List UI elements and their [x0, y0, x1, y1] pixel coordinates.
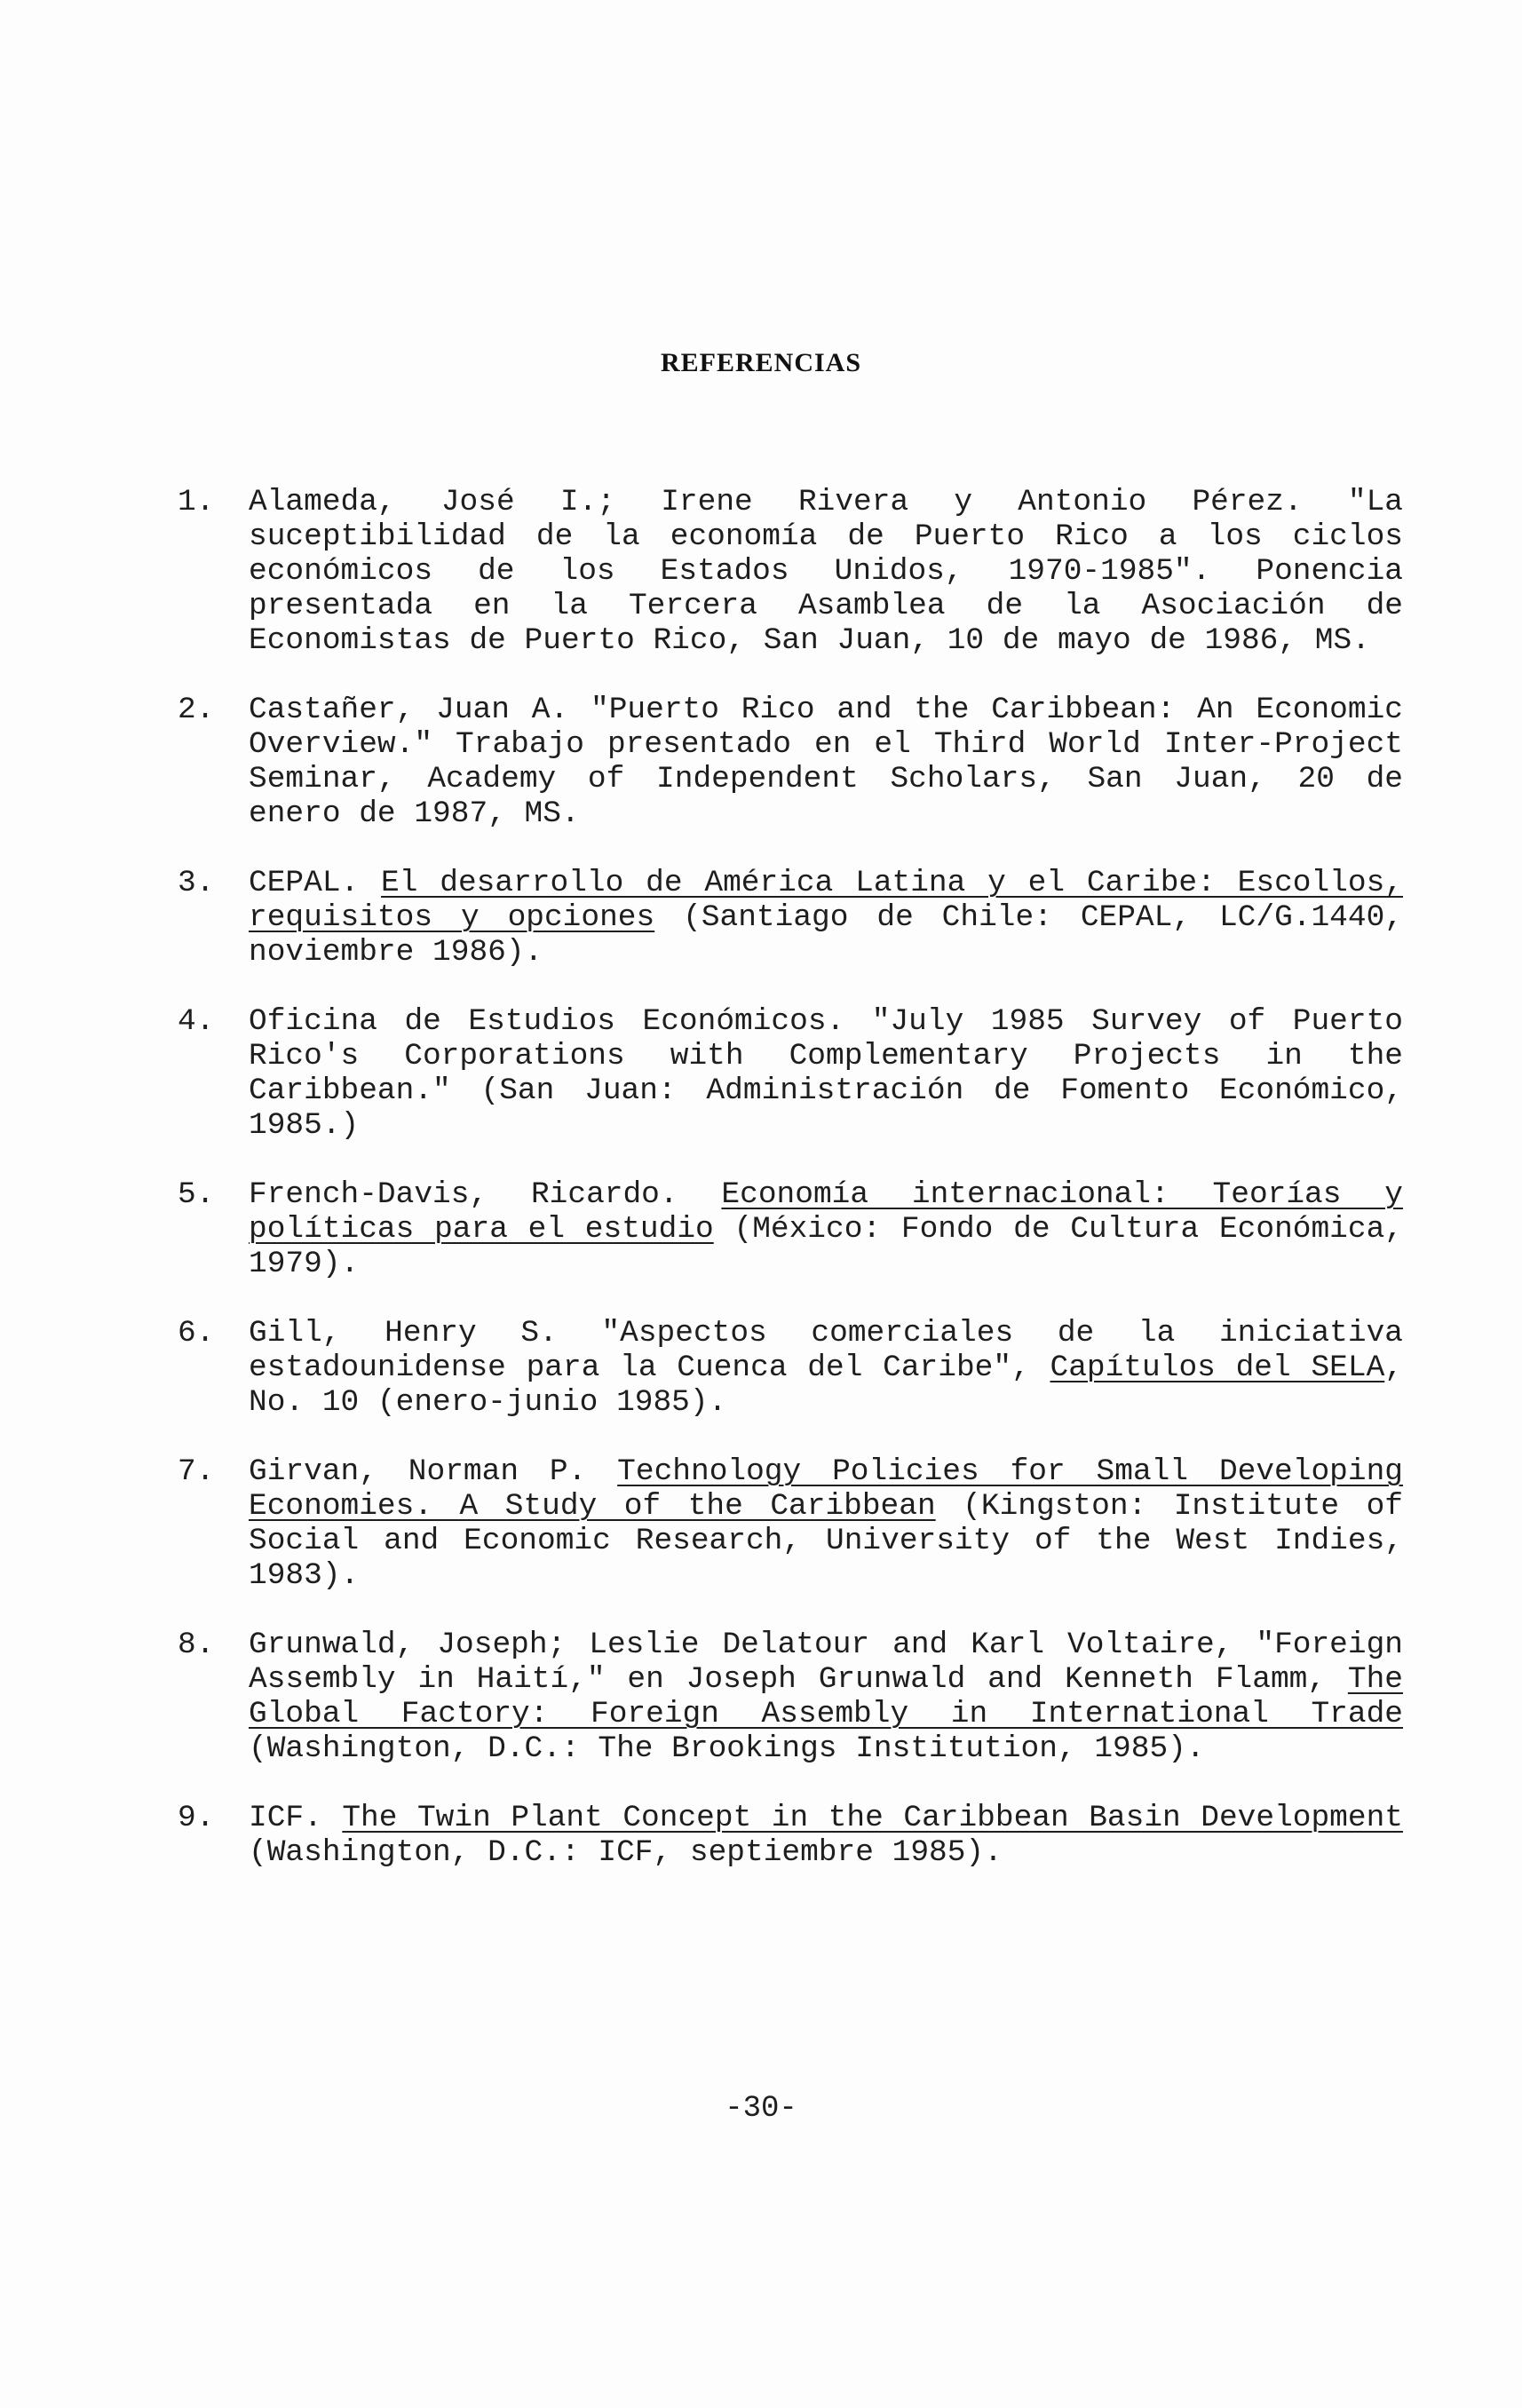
reference-segment: Oficina de Estudios Económicos. "July 1985 Survey of Puerto Rico's Corporations with Complementary Projects in the Caribbean." (San Juan: Administración de Fomento Económico, 1985.) [249, 1004, 1403, 1143]
reference-number: 3. [178, 866, 215, 900]
reference-item [178, 866, 1403, 970]
reference-segment: Girvan, Norman P. [249, 1454, 618, 1489]
reference-item [178, 1316, 1403, 1420]
reference-segment: Gill, Henry S. "Aspectos comerciales de la iniciativa estadounidense para la Cuenca del Caribe", [249, 1316, 1403, 1385]
reference-title: Technology Policies for Small Developing Economies. A Study of the Caribbean [249, 1454, 1403, 1524]
reference-title: El desarrollo de América Latina y el Caribe: Escollos, requisitos y opciones [249, 866, 1403, 935]
reference-number: 1. [178, 485, 215, 519]
reference-number: 9. [178, 1801, 215, 1835]
reference-item [178, 1801, 1403, 1870]
reference-number: 2. [178, 693, 215, 727]
reference-item [178, 693, 1403, 831]
reference-number: 4. [178, 1004, 215, 1039]
reference-text [249, 693, 1403, 831]
reference-text [249, 1628, 1403, 1766]
reference-number: 6. [178, 1316, 215, 1351]
reference-text [249, 1801, 1403, 1870]
reference-number: 7. [178, 1454, 215, 1489]
reference-title: The Twin Plant Concept in the Caribbean Basin Development [342, 1801, 1403, 1835]
reference-text [249, 1177, 1403, 1281]
reference-title: Capítulos del SELA [1050, 1351, 1385, 1385]
reference-item [178, 1628, 1403, 1766]
page-number: -30- [725, 2092, 797, 2126]
reference-number: 5. [178, 1177, 215, 1212]
reference-segment: , No. 10 (enero-junio 1985). [249, 1351, 1403, 1420]
reference-title: The Global Factory: Foreign Assembly in International Trade [249, 1662, 1403, 1731]
reference-item [178, 1177, 1403, 1281]
reference-text [249, 1004, 1403, 1143]
reference-list [178, 485, 1403, 1905]
reference-segment: Alameda, José I.; Irene Rivera y Antonio Pérez. "La suceptibilidad de la economía de Puerto Rico a los ciclos económicos de los Estados Unidos, 1970-1985". Ponencia presentada en la Tercera Asamblea de la Asociación de Economistas de Puerto Rico, San Juan, 10 de mayo de 1986, MS. [249, 485, 1403, 658]
page-heading: REFERENCIAS [660, 348, 862, 377]
reference-text [249, 1454, 1403, 1593]
reference-text [249, 1316, 1403, 1420]
reference-item [178, 1454, 1403, 1593]
reference-text [249, 485, 1403, 658]
reference-segment: ICF. [249, 1801, 343, 1835]
reference-item [178, 485, 1403, 658]
reference-segment: French-Davis, Ricardo. [249, 1177, 722, 1212]
reference-title: Economía internacional: Teorías y políticas para el estudio [249, 1177, 1403, 1247]
reference-item [178, 1004, 1403, 1143]
reference-segment: (Washington, D.C.: ICF, septiembre 1985). [249, 1835, 1003, 1870]
reference-segment: CEPAL. [249, 866, 382, 900]
reference-text [249, 866, 1403, 970]
reference-number: 8. [178, 1628, 215, 1662]
reference-segment: (Santiago de Chile: CEPAL, LC/G.1440, noviembre 1986). [249, 900, 1403, 970]
reference-segment: (México: Fondo de Cultura Económica, 1979). [249, 1212, 1403, 1281]
reference-segment: (Washington, D.C.: The Brookings Institution, 1985). [249, 1731, 1205, 1766]
reference-segment: Castañer, Juan A. "Puerto Rico and the Caribbean: An Economic Overview." Trabajo presentado en el Third World Inter-Project Seminar, Academy of Independent Scholars, San Juan, 20 de enero de 1987, MS. [249, 693, 1403, 831]
reference-segment: (Kingston: Institute of Social and Economic Research, University of the West Indies, 1983). [249, 1489, 1403, 1593]
reference-segment: Grunwald, Joseph; Leslie Delatour and Karl Voltaire, "Foreign Assembly in Haití," en Joseph Grunwald and Kenneth Flamm, [249, 1628, 1403, 1697]
